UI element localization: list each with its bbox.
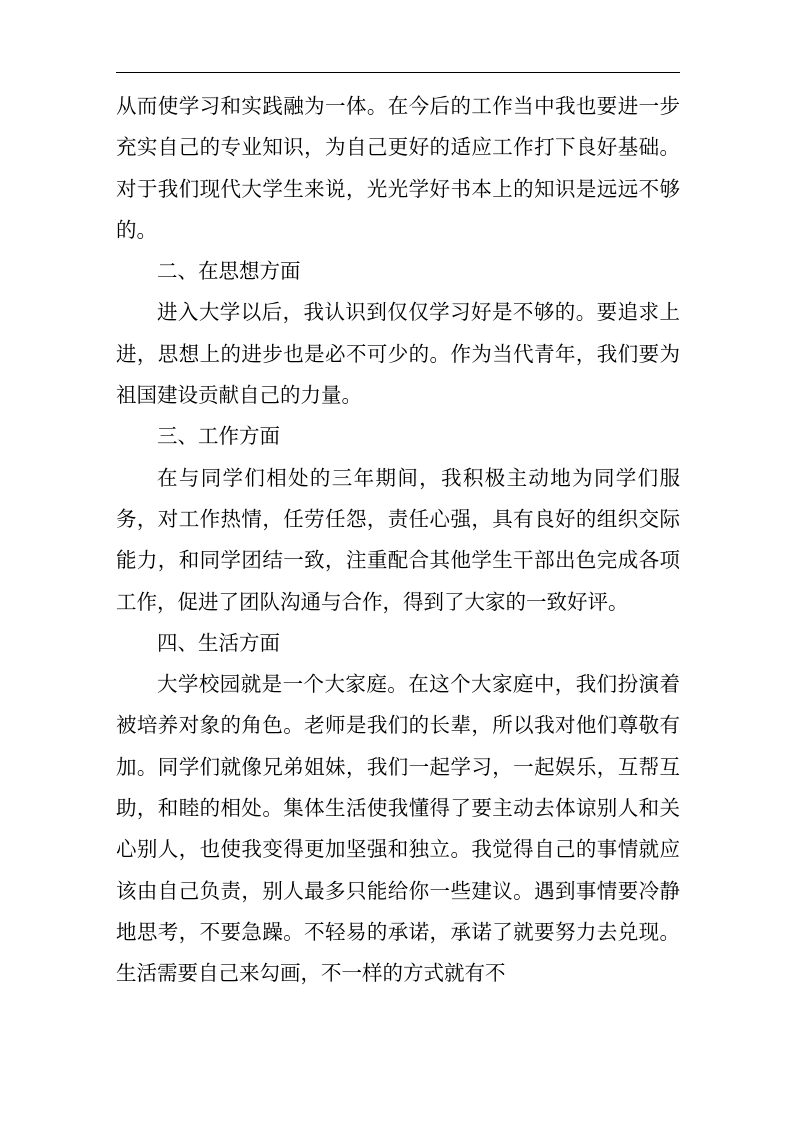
paragraph-continuation: 从而使学习和实践融为一体。在今后的工作当中我也要进一步充实自己的专业知识，为自己更好的适应工作打下良好基础。对于我们现代大学生来说，光光学好书本上的知识是远远不够的。: [116, 94, 680, 242]
section-heading-thought: 二、在思想方面: [157, 259, 301, 284]
header-rule: [116, 72, 680, 73]
paragraph-life: 大学校园就是一个大家庭。在这个大家庭中，我们扮演着被培养对象的角色。老师是我们的长辈，所以我对他们尊敬有加。同学们就像兄弟姐妹，我们一起学习，一起娱乐，互帮互助，和睦的相处。集体生活使我懂得了要主动去体谅别人和关心别人，也使我变得更加坚强和独立。我觉得自己的事情就应该由自己负责，别人最多只能给你一些建议。遇到事情要冷静地思考，不要急躁。不轻易的承诺，承诺了就要努力去兑现。生活需要自己来勾画，不一样的方式就有不: [116, 672, 680, 986]
section-heading-life: 四、生活方面: [157, 630, 280, 655]
paragraph-thought: 进入大学以后，我认识到仅仅学习好是不够的。要追求上进，思想上的进步也是必不可少的。作为当代青年，我们要为祖国建设贡献自己的力量。: [116, 300, 680, 408]
paragraph-work: 在与同学们相处的三年期间，我积极主动地为同学们服务，对工作热情，任劳任怨，责任心强，具有良好的组织交际能力，和同学团结一致，注重配合其他学生干部出色完成各项工作，促进了团队沟通与合作，得到了大家的一致好评。: [116, 465, 680, 614]
document-body: [116, 86, 680, 995]
section-heading-work: 三、工作方面: [157, 424, 280, 449]
